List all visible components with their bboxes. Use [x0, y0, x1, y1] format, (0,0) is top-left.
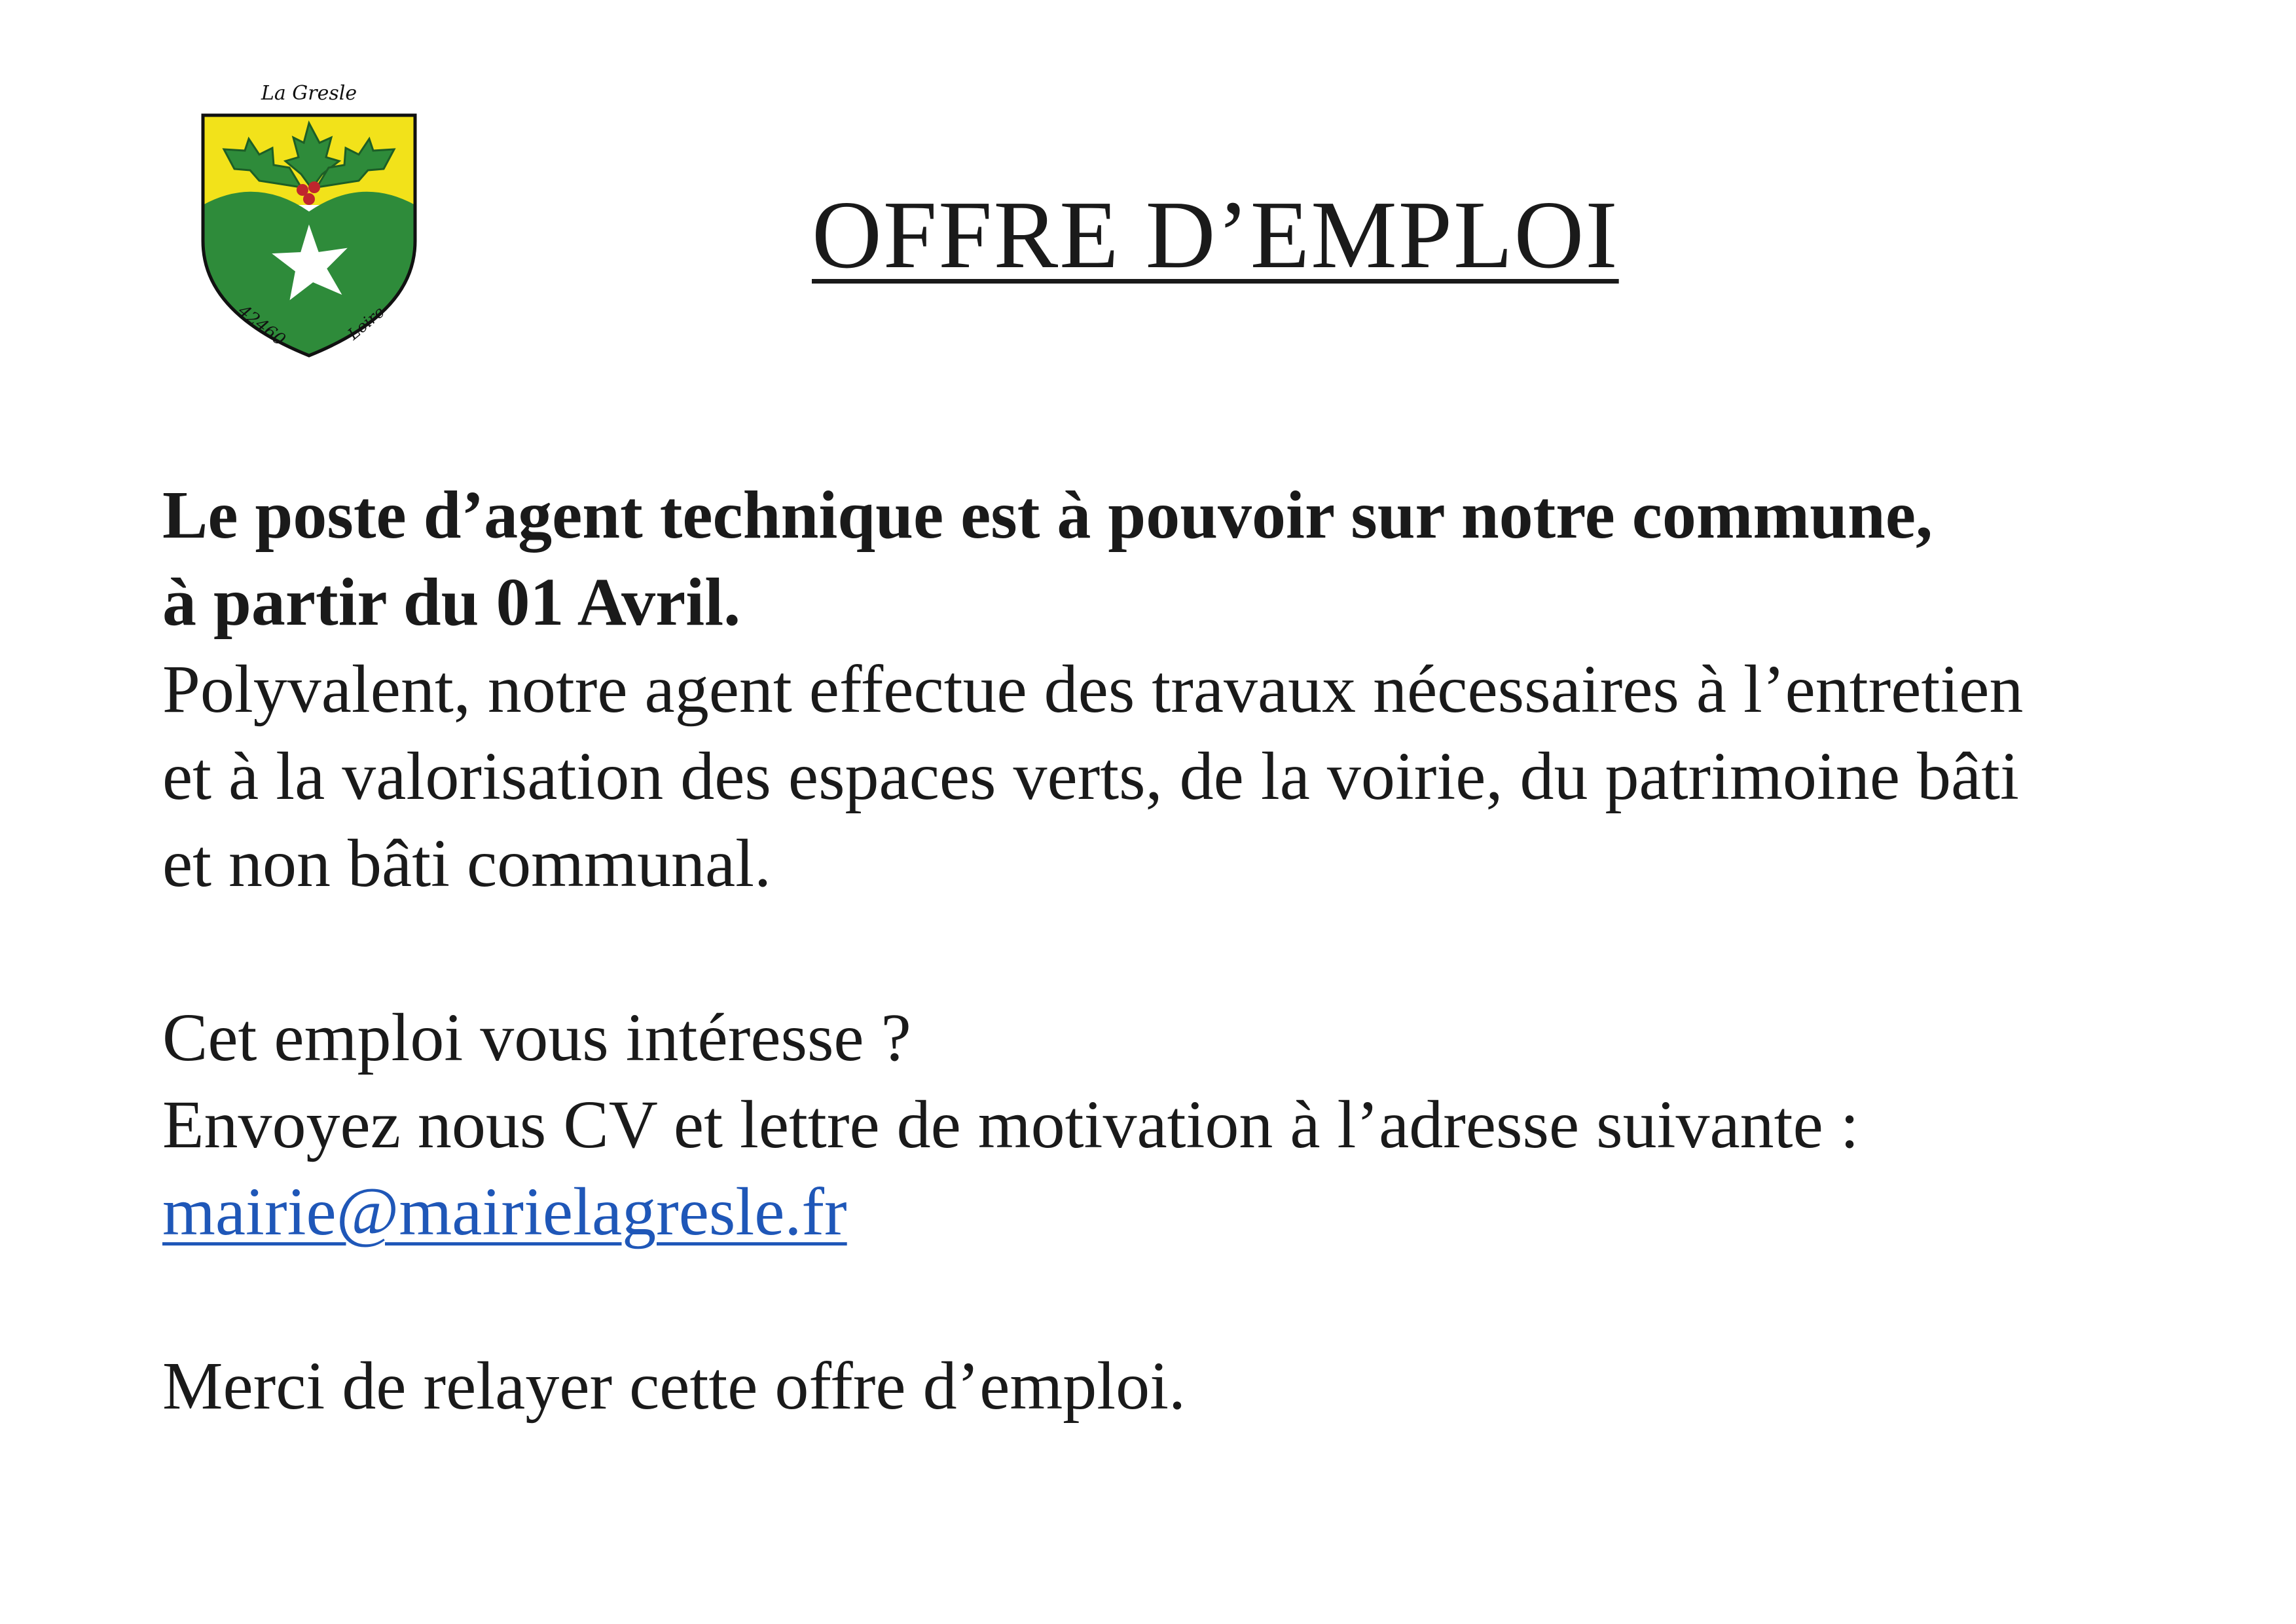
page-title: OFFRE D’EMPLOI — [812, 181, 1619, 289]
coat-of-arms-icon — [191, 77, 427, 365]
town-coat-of-arms — [191, 77, 427, 365]
description-line-3: et non bâti communal. — [162, 826, 772, 901]
closing-line: Merci de relayer cette offre d’emploi. — [162, 1348, 1186, 1424]
spacer — [162, 907, 2257, 994]
description-line-2: et à la valorisation des espaces verts, de la voirie, du patrimoine bâti — [162, 739, 2019, 814]
lead-line-2: à partir du 01 Avril. — [162, 564, 741, 640]
svg-text:Loire: Loire — [344, 303, 388, 344]
svg-text:La Gresle: La Gresle — [261, 82, 357, 105]
email-link[interactable]: mairie@mairielagresle.fr — [162, 1174, 847, 1249]
spacer — [162, 1255, 2257, 1342]
instruction-line: Envoyez nous CV et lettre de motivation à l’adresse suivante : — [162, 1087, 1859, 1162]
question-line: Cet emploi vous intéresse ? — [162, 1000, 911, 1075]
job-offer-body — [162, 471, 2257, 1430]
svg-text:42460: 42460 — [234, 301, 289, 350]
lead-line-1: Le poste d’agent technique est à pouvoir sur notre commune, — [162, 477, 1933, 553]
description-line-1: Polyvalent, notre agent effectue des travaux nécessaires à l’entretien — [162, 652, 2024, 727]
